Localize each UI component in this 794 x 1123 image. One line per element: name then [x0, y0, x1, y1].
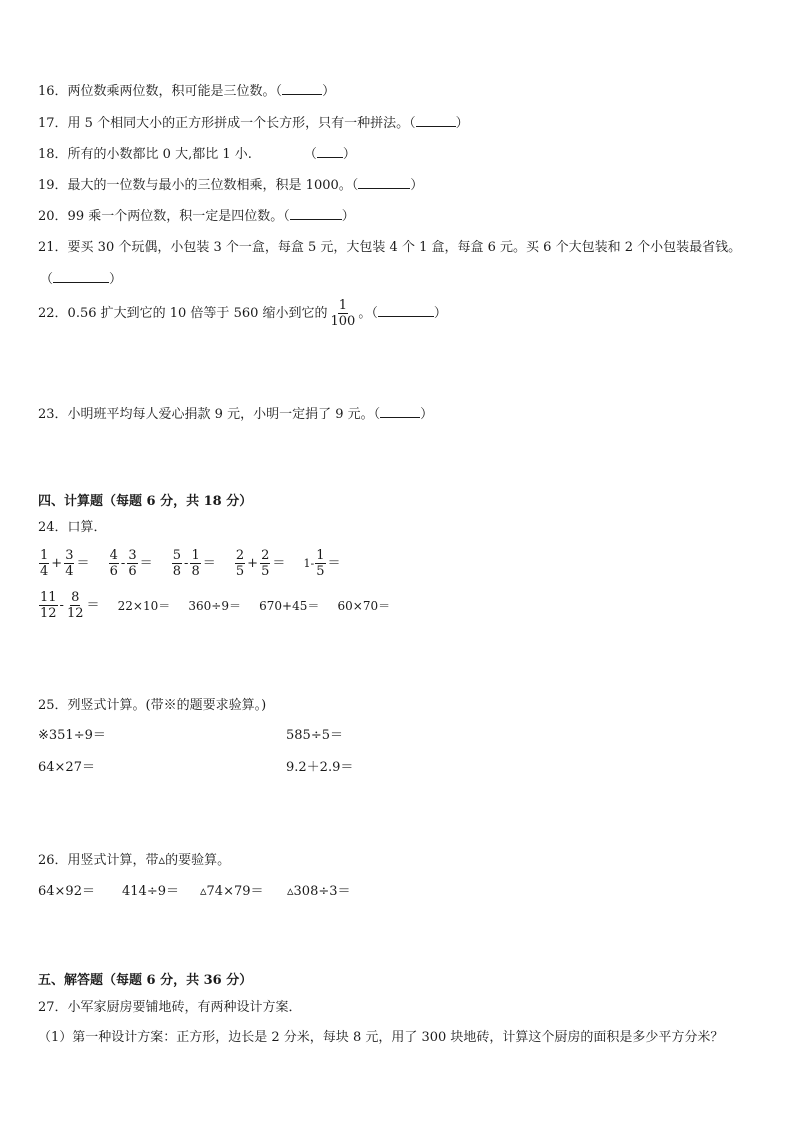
section-4-heading: 四、计算题（每题 6 分，共 18 分）: [38, 494, 253, 509]
vertical-calc-item: 585÷5＝: [286, 728, 343, 743]
oral-calc-item: 1- $\frac{1}{5}$ ＝: [303, 548, 341, 579]
vertical-calc-item: ▵308÷3＝: [287, 884, 351, 899]
question-24-title: 24．口算．: [38, 520, 107, 535]
oral-calc-item: 22×10＝: [117, 599, 171, 613]
vertical-calc-item: 64×27＝: [38, 760, 95, 775]
answer-blank[interactable]: [290, 207, 342, 220]
answer-blank[interactable]: [378, 304, 434, 317]
vertical-calc-item: ※351÷9＝: [38, 728, 106, 743]
oral-calc-item: $\frac{2}{5}$ + $\frac{2}{5}$ ＝: [235, 548, 286, 579]
question-24-row-2: [38, 588, 404, 625]
oral-calc-item: $\frac{1}{4}$ + $\frac{3}{4}$ ＝: [40, 548, 90, 579]
question-26-title: 26．用竖式计算，带▵的要验算。: [38, 853, 231, 868]
oral-calc-item: 60×70＝: [337, 599, 391, 613]
question-16: 16．两位数乘两位数，积可能是三位数。（ ）: [38, 84, 336, 99]
vertical-calc-item: 64×92＝: [38, 884, 95, 899]
vertical-calc-item: 9.2＋2.9＝: [286, 760, 354, 775]
question-23: 23．小明班平均每人爱心捐款 9 元，小明一定捐了 9 元。（ ）: [38, 407, 434, 422]
question-17: 17．用 5 个相同大小的正方形拼成一个长方形，只有一种拼法。（ ）: [38, 116, 469, 131]
answer-blank[interactable]: [358, 176, 410, 189]
answer-blank[interactable]: [317, 145, 343, 158]
oral-calc-item: 360÷9＝: [188, 599, 242, 613]
fraction: $\frac{1}{100}$: [330, 298, 356, 329]
oral-calc-item: $\frac{5}{8}$ - $\frac{1}{8}$ ＝: [172, 548, 216, 579]
question-22: 22．0.56 扩大到它的 10 倍等于 560 缩小到它的 $\frac{1}{100}$ 。（ ）: [38, 298, 447, 329]
question-21: 21．要买 30 个玩偶，小包装 3 个一盒，每盒 5 元，大包装 4 个 1 盒，每盒 6 元。买 6 个大包装和 2 个小包装最省钱。: [38, 240, 742, 255]
answer-blank[interactable]: [53, 270, 109, 283]
question-25-title: 25．列竖式计算。(带※的题要求验算。): [38, 698, 267, 713]
oral-calc-item: $\frac{11}{12}$ - $\frac{8}{12}$ ＝: [40, 590, 100, 621]
question-27-part-1: （1）第一种设计方案：正方形，边长是 2 分米，每块 8 元，用了 300 块地砖，计算这个厨房的面积是多少平方分米？: [38, 1030, 724, 1045]
question-20: 20．99 乘一个两位数，积一定是四位数。（ ）: [38, 209, 355, 224]
question-27-title: 27．小军家厨房要铺地砖，有两种设计方案．: [38, 1000, 302, 1015]
oral-calc-item: 670+45＝: [259, 599, 320, 613]
answer-blank[interactable]: [416, 114, 456, 127]
question-24-row-1: [38, 546, 355, 583]
oral-calc-item: $\frac{4}{6}$ - $\frac{3}{6}$ ＝: [109, 548, 153, 579]
answer-blank[interactable]: [380, 405, 420, 418]
vertical-calc-item: ▵74×79＝: [200, 884, 264, 899]
question-21-answer: （ ）: [40, 272, 123, 287]
vertical-calc-item: 414÷9＝: [122, 884, 179, 899]
answer-blank[interactable]: [282, 82, 322, 95]
question-19: 19．最大的一位数与最小的三位数相乘，积是 1000。（ ）: [38, 178, 424, 193]
question-18: 18．所有的小数都比 0 大,都比 1 小. （ ）: [38, 147, 356, 162]
section-5-heading: 五、解答题（每题 6 分，共 36 分）: [38, 973, 253, 988]
